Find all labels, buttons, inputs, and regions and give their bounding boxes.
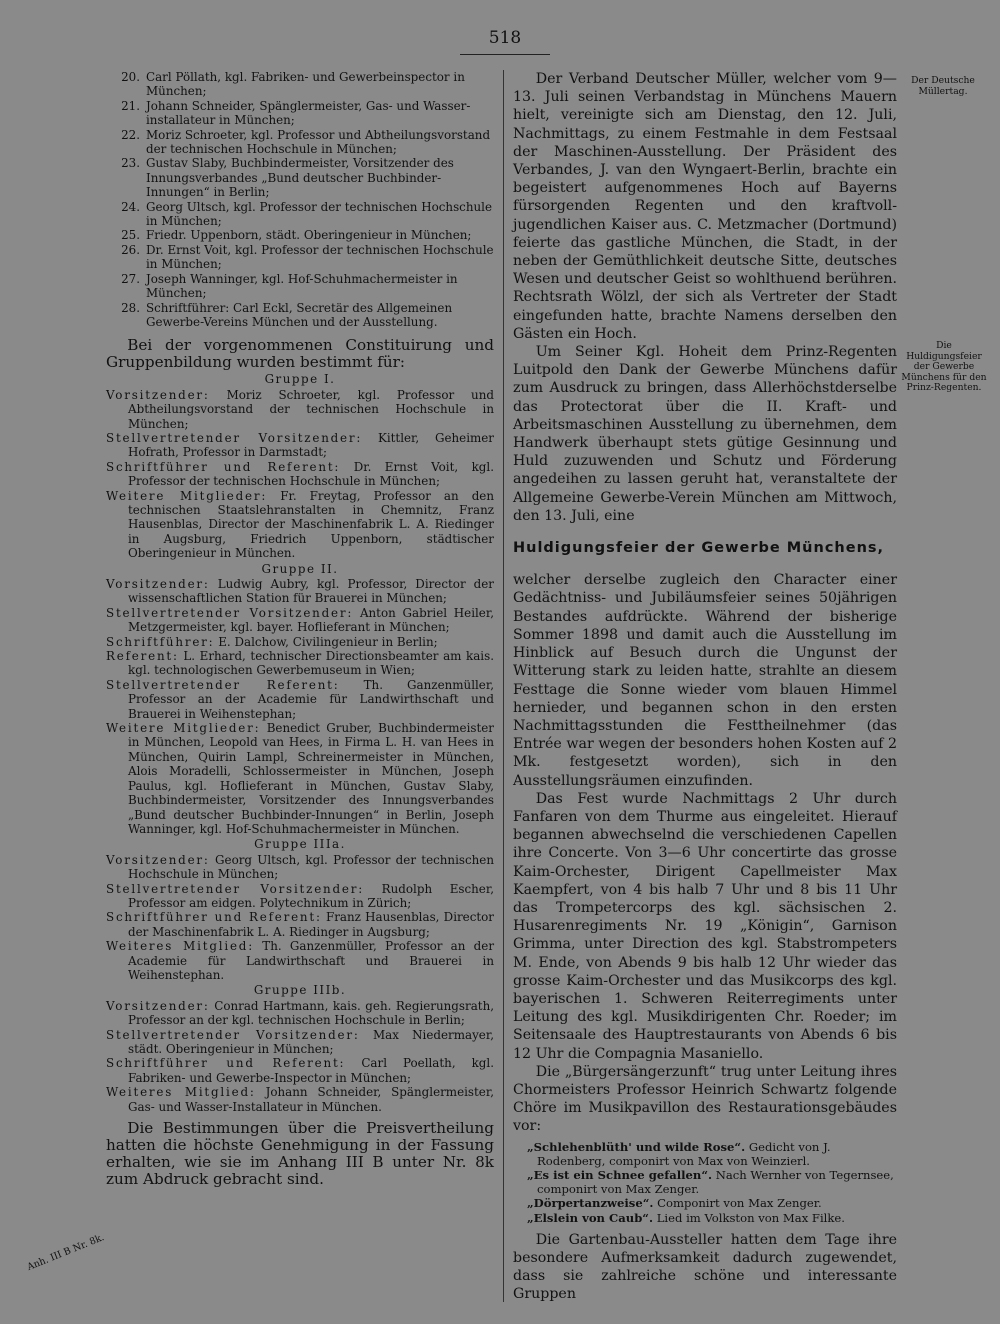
role-text: Th. Ganzenmüller, Professor an der Academie für Landwirthschaft und Brauerei in Weihenstephan.	[128, 939, 494, 982]
group-role	[106, 577, 494, 606]
group-role	[106, 939, 494, 982]
role-text: Kittler, Geheimer Hofrath, Professor in Darmstadt;	[128, 430, 494, 460]
member-item	[106, 272, 494, 301]
paragraph-muellertag: Der Verband Deutscher Müller, welcher vom 9—13. Juli seinen Verbandstag in Münchens Mauern hielt, vereinigte sich am Dienstag, den 12. Juli, Nachmittags, zu einem Festmahle in dem Festsaal der Maschinen-Ausstellung. Der Präsident des Verbandes, J. van den Wyngaert-Berlin, brachte ein begeistert aufgenommenes Hoch auf Bayerns fürsorgenden Regenten und den kraftvoll-jugendlichen Kaiser aus. C. Metzmacher (Dortmund) feierte das gastliche München, die Stadt, in der neben der Gemüthlichkeit deutsche Sitte, deutsches Wesen und deutscher Geist so wohlthuend berühren. Rechtsrath Wölzl, der sich als Vertreter der Stadt eingefunden hatte, brachte Namens derselben den Gästen ein Hoch.	[513, 71, 897, 342]
member-text: Carl Pöllath, kgl. Fabriken- und Gewerbeinspector in München;	[146, 70, 465, 99]
paragraph-buergersaenger: Die „Bürgersängerzunft“ trug unter Leitung ihres Chormeisters Professor Heinrich Schwartz folgende Chöre im Musikpavillon des Restaurationsgebäudes vor:	[513, 1063, 897, 1135]
role-label: Vorsitzender:	[106, 387, 210, 402]
member-item	[106, 200, 494, 229]
paragraph-gartenbau: Die Gartenbau-Aussteller hatten dem Tage ihre besondere Aufmerksamkeit dadurch zugewendet, dass sie zahlreiche schöne und interessante Gruppen	[513, 1231, 897, 1303]
role-text: Ludwig Aubry, kgl. Professor, Director der wissenschaftlichen Station für Brauerei in München;	[128, 577, 494, 606]
song-item	[527, 1211, 897, 1225]
group-section	[106, 562, 494, 837]
group-role	[106, 882, 494, 911]
song-list	[513, 1140, 897, 1225]
group-role	[106, 853, 494, 882]
role-text: Benedict Gruber, Buchbindermeister in München, Leopold van Hees, in Firma L. H. van Hees in München, Quirin Lampl, Schreinermeister in München, Alois Moradelli, Schlossermeister in München, Joseph Paulus, kgl. Hoflieferant in München, Gustav Slaby, Buchbindermeister, Vorsitzender des Innungsverbandes „Bund deutscher Buchbinder-Innungen“ in Berlin, Joseph Wanninger, kgl. Hof-Schuhmachermeister in München.	[128, 721, 494, 836]
group-role	[106, 431, 494, 460]
role-text: Th. Ganzenmüller, Professor an der Academie für Landwirthschaft und Brauerei in Weihenstephan;	[128, 677, 494, 721]
member-item	[106, 301, 494, 330]
role-label: Stellvertretender Vorsitzender:	[106, 881, 365, 896]
role-text: Conrad Hartmann, kais. geh. Regierungsrath, Professor an der kgl. technischen Hochschule in Berlin;	[128, 998, 495, 1028]
role-label: Schriftführer:	[106, 634, 215, 649]
group-title: Gruppe II.	[261, 561, 339, 576]
role-label: Vorsitzender:	[106, 577, 210, 591]
song-credit: Nach Wernher von Tegernsee, componirt von Max Zenger.	[537, 1167, 894, 1197]
member-item	[106, 228, 494, 242]
member-text: Gustav Slaby, Buchbindermeister, Vorsitzender des Innungsverbandes „Bund deutscher Buchbinder-Innungen“ in Berlin;	[146, 156, 454, 200]
song-title: „Es ist ein Schnee gefallen“.	[527, 1167, 713, 1182]
member-text: Friedr. Uppenborn, städt. Oberingenieur in München;	[146, 228, 472, 243]
member-item	[106, 70, 494, 99]
role-text: L. Erhard, technischer Directionsbeamter am kais. kgl. technologischen Gewerbemuseum in Wien;	[128, 649, 494, 678]
member-text: Moriz Schroeter, kgl. Professor und Abtheilungsvorstand der technischen Hochschule in München;	[146, 127, 491, 157]
margin-note-huldigungsfeier: Die Huldigungsfeier der Gewerbe Münchens für den Prinz-Regenten.	[901, 340, 987, 393]
role-text: Rudolph Escher, Professor am eidgen. Polytechnikum in Zürich;	[128, 881, 495, 910]
group-role	[106, 460, 494, 489]
role-text: Moriz Schroeter, kgl. Professor und Abtheilungsvorstand der technischen Hochschule in München;	[128, 387, 494, 431]
role-label: Stellvertretender Vorsitzender:	[106, 1027, 360, 1042]
group-role	[106, 1056, 494, 1085]
group-role	[106, 489, 494, 561]
group-role	[106, 1085, 494, 1114]
role-label: Weitere Mitglieder:	[106, 488, 268, 503]
column-divider	[503, 70, 504, 1302]
member-item	[106, 243, 494, 272]
role-text: Georg Ultsch, kgl. Professor der technischen Hochschule in München;	[128, 852, 495, 882]
role-text: Anton Gabriel Heiler, Metzgermeister, kgl. bayer. Hoflieferant in München;	[128, 605, 494, 635]
group-role	[106, 910, 494, 939]
role-label: Schriftführer und Referent:	[106, 1056, 346, 1071]
left-column	[106, 70, 494, 1188]
group-title: Gruppe IIIa.	[254, 837, 346, 852]
role-text: Carl Poellath, kgl. Fabriken- und Gewerbe-Inspector in München;	[128, 1056, 494, 1085]
role-label: Schriftführer und Referent:	[106, 910, 322, 925]
song-title: „Dörpertanzweise“.	[527, 1196, 654, 1211]
song-credit: Lied im Volkston von Max Filke.	[656, 1210, 845, 1225]
song-item	[527, 1140, 897, 1168]
group-role	[106, 999, 494, 1028]
paragraph-jubilaeum: welcher derselbe zugleich den Character einer Gedächtniss- und Jubiläumsfeier seines 50jährigen Bestandes aufdrückte. Während der bisherige Sommer 1898 und damit auch die Ausstellung im Hinblick auf Besuch durch die Ungunst der Witterung stark zu leiden hatte, strahlte an diesem Festtage die Sonne wieder vom blauen Himmel hernieder, und begannen schon in den ersten Nachmittagsstunden die Festtheilnehmer (das Entrée war wegen der besonders hohen Kosten auf 2 Mk. festgesetzt worden), sich in den Ausstellungsräumen einzufinden.	[513, 572, 897, 789]
member-text: Dr. Ernst Voit, kgl. Professor der technischen Hochschule in München;	[146, 242, 494, 272]
role-label: Referent:	[106, 649, 179, 664]
group-role	[106, 606, 494, 635]
group-role	[106, 635, 494, 649]
role-label: Schriftführer und Referent:	[106, 459, 341, 474]
group-title: Gruppe IIIb.	[253, 983, 347, 998]
member-number: 20.	[121, 70, 140, 84]
group-section	[106, 983, 494, 1114]
group-title: Gruppe I.	[264, 372, 336, 387]
member-number: 24.	[121, 199, 140, 214]
constitution-intro: Bei der vorgenommenen Constituirung und Gruppenbildung wurden bestimmt für:	[106, 336, 494, 372]
role-text: Fr. Freytag, Professor an den technischen Staatslehranstalten in Chemnitz, Franz Hausenblas, Director der Maschinenfabrik L. A. Riedinger in Augsburg, Friedrich Uppenborn, städtischer Oberingenieur in München.	[128, 488, 495, 561]
margin-note-muellertag: Der Deutsche Müllertag.	[911, 75, 975, 97]
role-label: Stellvertretender Referent:	[106, 677, 340, 692]
role-label: Weiteres Mitglied:	[106, 939, 255, 954]
page-number: 518	[460, 28, 550, 55]
group-list	[106, 372, 494, 1114]
member-number: 28.	[121, 300, 140, 315]
member-number: 25.	[121, 228, 140, 243]
closing-paragraph: Die Bestimmungen über die Preisvertheilung hatten die höchste Genehmigung in der Fassung erhalten, wie sie im Anhang III B unter Nr. 8k zum Abdruck gebracht sind.	[106, 1119, 494, 1189]
group-role	[106, 721, 494, 836]
role-label: Stellvertretender Vorsitzender:	[106, 605, 354, 620]
role-label: Vorsitzender:	[106, 852, 210, 867]
song-item	[527, 1168, 897, 1196]
group-role	[106, 649, 494, 678]
right-column	[513, 70, 897, 1304]
song-credit: Gedicht von J. Rodenberg, componirt von Max von Weinzierl.	[537, 1139, 831, 1168]
song-item	[527, 1196, 897, 1210]
group-role	[106, 678, 494, 721]
member-number: 26.	[121, 242, 140, 257]
group-role	[106, 1028, 494, 1057]
member-number: 27.	[121, 271, 140, 286]
member-text: Schriftführer: Carl Eckl, Secretär des Allgemeinen Gewerbe-Vereins München und der Ausstellung.	[146, 300, 453, 329]
role-text: Dr. Ernst Voit, kgl. Professor der technischen Hochschule in München;	[128, 459, 494, 489]
member-item	[106, 128, 494, 157]
member-number: 23.	[121, 156, 140, 171]
role-label: Weiteres Mitglied:	[106, 1085, 256, 1100]
member-list	[106, 70, 494, 329]
member-number: 21.	[121, 98, 140, 113]
song-title: „Schlehenblüth' und wilde Rose“.	[527, 1139, 746, 1154]
role-text: Johann Schneider, Spänglermeister, Gas- und Wasser-Installateur in München.	[128, 1085, 494, 1114]
member-text: Johann Schneider, Spänglermeister, Gas- und Wasser-installateur in München;	[146, 98, 471, 128]
role-label: Weitere Mitglieder:	[106, 721, 261, 736]
member-text: Georg Ultsch, kgl. Professor der technischen Hochschule in München;	[146, 199, 493, 229]
member-text: Joseph Wanninger, kgl. Hof-Schuhmachermeister in München;	[146, 271, 458, 301]
role-label: Stellvertretender Vorsitzender:	[106, 430, 363, 445]
role-text: Franz Hausenblas, Director der Maschinenfabrik L. A. Riedinger in Augsburg;	[128, 910, 494, 939]
margin-note-anhang: Anh. III B Nr. 8k.	[25, 1232, 106, 1274]
song-title: „Elslein von Caub“.	[527, 1210, 654, 1225]
group-role	[106, 388, 494, 431]
section-heading: Huldigungsfeier der Gewerbe Münchens,	[513, 540, 885, 557]
paragraph-prinzregent: Um Seiner Kgl. Hoheit dem Prinz-Regenten Luitpold den Dank der Gewerbe Münchens dafür zum Ausdruck zu bringen, dass Allerhöchstderselbe das Protectorat über die II. Kraft- und Arbeitsmaschinen Ausstellung zu übernehmen, dem Handwerk überhaupt stets gütige Gesinnung und Huld zuzuwenden und Schutz und Förderung angedeihen zu lassen geruht hat, veranstaltete der Allgemeine Gewerbe-Verein München am Mittwoch, den 13. Juli, eine	[513, 344, 897, 524]
member-item	[106, 156, 494, 199]
group-section	[106, 837, 494, 982]
role-text: Max Niedermayer, städt. Oberingenieur in München;	[128, 1027, 495, 1056]
member-number: 22.	[121, 127, 140, 142]
group-section	[106, 372, 494, 560]
member-item	[106, 99, 494, 128]
song-credit: Componirt von Max Zenger.	[657, 1196, 822, 1211]
role-label: Vorsitzender:	[106, 998, 210, 1013]
paragraph-concerts: Das Fest wurde Nachmittags 2 Uhr durch Fanfaren von dem Thurme aus eingeleitet. Hierauf begannen abwechselnd die verschiedenen Capellen ihre Concerte. Von 3—6 Uhr concertirte das grosse Kaim-Orchester, Dirigent Capellmeister Max Kaempfert, von 4 bis halb 7 Uhr und 8 bis 11 Uhr das Trompetercorps des kgl. sächsischen 2. Husarenregiments Nr. 19 „Königin“, Garnison Grimma, unter Direction des kgl. Stabstrompeters M. Ende, von Abends 9 bis halb 12 Uhr wieder das grosse Kaim-Orchester und das Musikcorps des kgl. bayerischen 1. Schweren Reiterregiments unter Leitung des kgl. Musikdirigenten Chr. Roeder; im Seitensaale des Hauptrestaurants von Abends 6 bis 12 Uhr die Compagnia Masaniello.	[513, 790, 897, 1062]
role-text: E. Dalchow, Civilingenieur in Berlin;	[218, 634, 438, 649]
